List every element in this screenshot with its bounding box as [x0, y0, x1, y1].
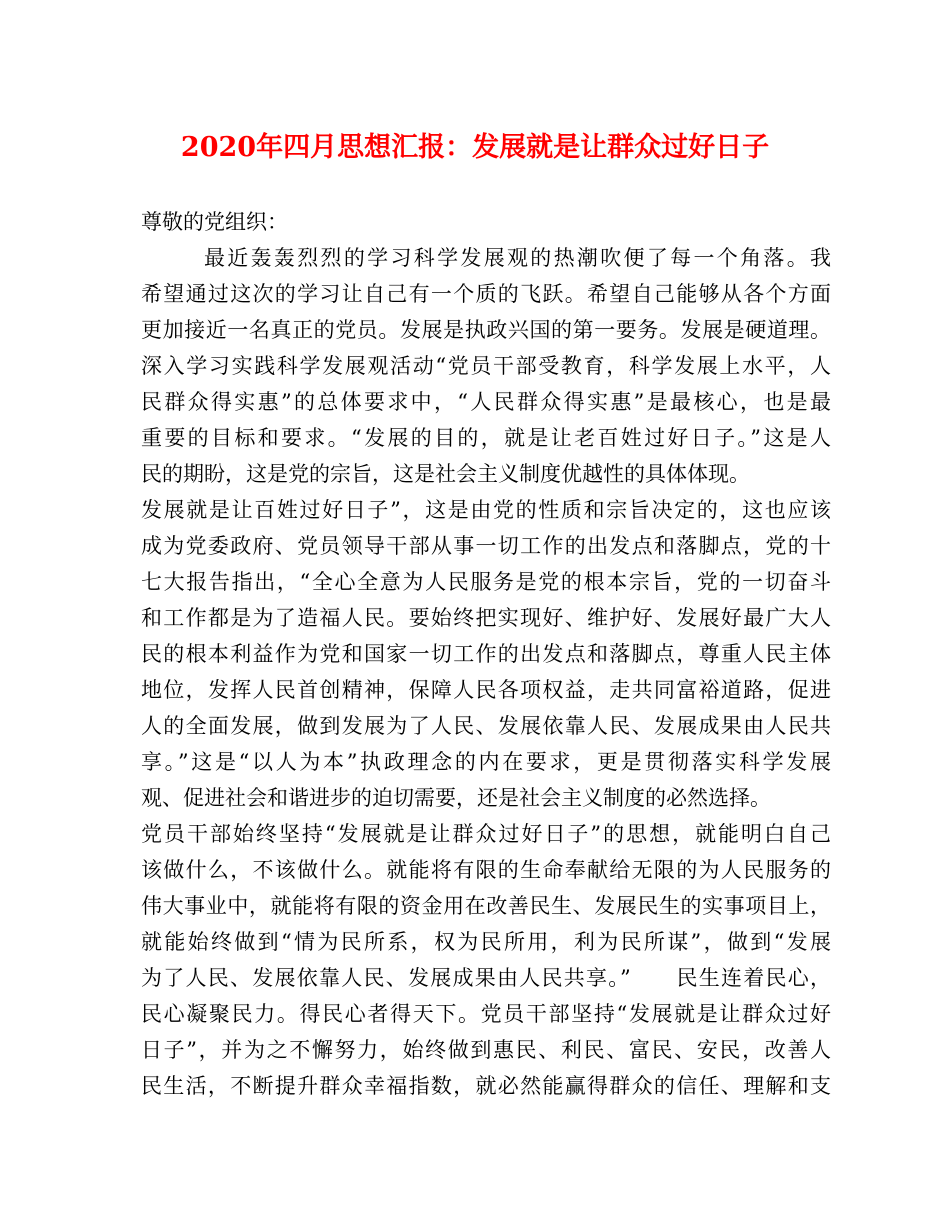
text-line: 日子”，并为之不懈努力，始终做到惠民、利民、富民、安民，改善人 [141, 1038, 831, 1062]
text-line: 七大报告指出，“全心全意为人民服务是党的根本宗旨，党的一切奋斗 [141, 570, 831, 594]
text-line: 希望通过这次的学习让自己有一个质的飞跃。希望自己能够从各个方面 [141, 282, 831, 306]
text-line: 民的期盼，这是党的宗旨，这是社会主义制度优越性的具体体现。 [141, 462, 750, 486]
text-line: 更加接近一名真正的党员。发展是执政兴国的第一要务。发展是硬道理。 [141, 318, 831, 342]
text-line: 深入学习实践科学发展观活动“党员干部受教育，科学发展上水平，人 [141, 354, 831, 378]
text-line: 地位，发挥人民首创精神，保障人民各项权益，走共同富裕道路，促进 [141, 678, 831, 702]
text-line: 和工作都是为了造福人民。要始终把实现好、维护好、发展好最广大人 [141, 606, 831, 630]
salutation: 尊敬的党组织： [141, 210, 288, 234]
text-line: 伟大事业中，就能将有限的资金用在改善民生、发展民生的实事项目上， [141, 894, 831, 918]
text-line: 发展就是让百姓过好日子”，这是由党的性质和宗旨决定的，这也应该 [141, 498, 831, 522]
text-line: 民心凝聚民力。得民心者得天下。党员干部坚持“发展就是让群众过好 [141, 1002, 831, 1026]
text-line: 享。”这是“以人为本”执政理念的内在要求，更是贯彻落实科学发展 [141, 750, 831, 774]
text-line: 最近轰轰烈烈的学习科学发展观的热潮吹便了每一个角落。我 [204, 246, 831, 270]
text-line: 重要的目标和要求。“发展的目的，就是让老百姓过好日子。”这是人 [141, 426, 831, 450]
body-paragraph [141, 240, 831, 1104]
text-line: 民的根本利益作为党和国家一切工作的出发点和落脚点，尊重人民主体 [141, 642, 831, 666]
text-line: 该做什么，不该做什么。就能将有限的生命奉献给无限的为人民服务的 [141, 858, 831, 882]
document-title: 2020年四月思想汇报：发展就是让群众过好日子 [180, 132, 770, 163]
text-line: 民群众得实惠”的总体要求中，“人民群众得实惠”是最核心，也是最 [141, 390, 831, 414]
text-line: 观、促进社会和谐进步的迫切需要，还是社会主义制度的必然选择。 [141, 786, 771, 810]
text-line: 人的全面发展，做到发展为了人民、发展依靠人民、发展成果由人民共 [141, 714, 831, 738]
text-line: 为了人民、发展依靠人民、发展成果由人民共享。” 民生连着民心， [141, 966, 831, 990]
text-line: 民生活，不断提升群众幸福指数，就必然能赢得群众的信任、理解和支 [141, 1074, 831, 1098]
text-line: 成为党委政府、党员领导干部从事一切工作的出发点和落脚点，党的十 [141, 534, 831, 558]
text-line: 就能始终做到“情为民所系，权为民所用，利为民所谋”，做到“发展 [141, 930, 831, 954]
text-line: 党员干部始终坚持“发展就是让群众过好日子”的思想，就能明白自己 [141, 822, 831, 846]
